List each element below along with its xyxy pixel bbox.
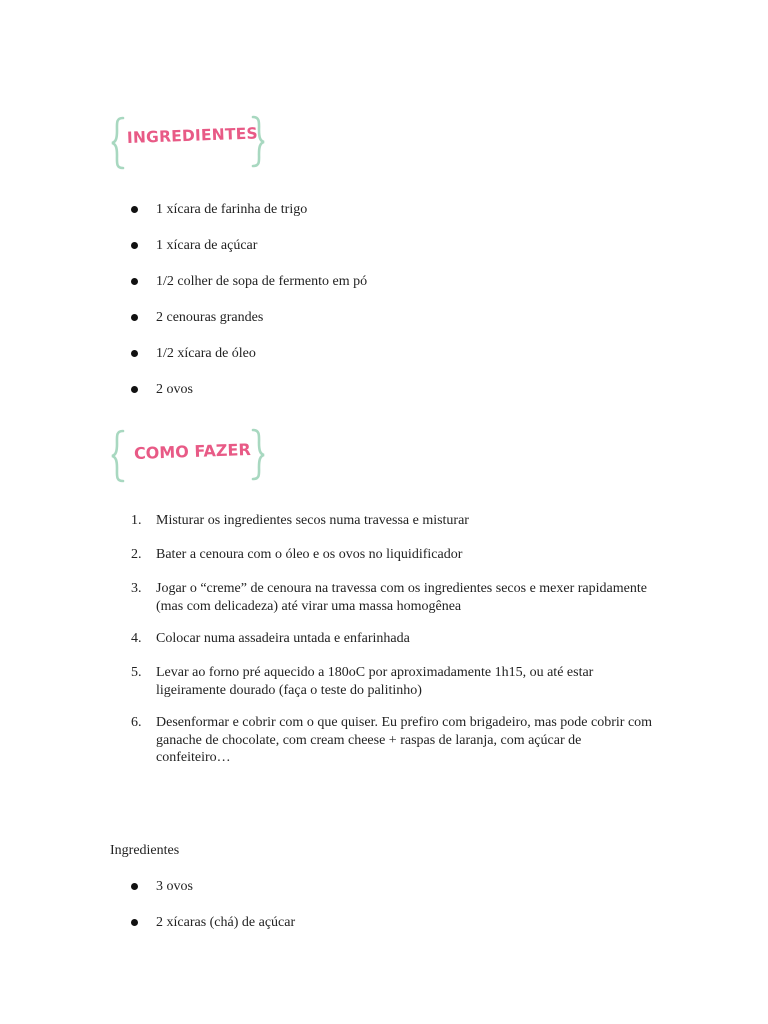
step-number: 1. [131, 513, 142, 528]
bullet-icon [131, 278, 138, 285]
bullet-icon [131, 883, 138, 890]
bullet-icon [131, 314, 138, 321]
step-number: 6. [131, 715, 142, 730]
right-brace-icon [250, 428, 266, 484]
left-brace-icon [110, 428, 126, 484]
step-text: Misturar os ingredientes secos numa travessa e misturar [156, 513, 469, 528]
ingredient-text: 1 xícara de açúcar [156, 238, 258, 253]
bullet-icon [131, 919, 138, 926]
step-number: 4. [131, 631, 142, 646]
step-number: 5. [131, 665, 142, 680]
bullet-icon [131, 350, 138, 357]
left-brace-icon [110, 115, 126, 171]
ingredient-text: 2 ovos [156, 382, 193, 397]
bullet-icon [131, 206, 138, 213]
bullet-icon [131, 386, 138, 393]
ingredient-text: 2 xícaras (chá) de açúcar [156, 915, 296, 930]
step-text: Levar ao forno pré aquecido a 180oC por aproximadamente 1h15, ou até estar ligeiramente dourado (faça o teste do palitinho) [156, 665, 594, 698]
ingredient-text: 3 ovos [156, 879, 193, 894]
ingredient-text: 1 xícara de farinha de trigo [156, 202, 308, 217]
right-brace-icon [250, 115, 266, 171]
ingredient-text: 1/2 xícara de óleo [156, 346, 256, 361]
step-text: Bater a cenoura com o óleo e os ovos no liquidificador [156, 547, 463, 562]
como-fazer-title: COMO FAZER [133, 439, 252, 463]
step-number: 2. [131, 547, 142, 562]
ingredientes-title: INGREDIENTES [126, 124, 259, 147]
ingredient-text: 1/2 colher de sopa de fermento em pó [156, 274, 368, 289]
ingredient-text: 2 cenouras grandes [156, 310, 264, 325]
bullet-icon [131, 242, 138, 249]
step-text: Colocar numa assadeira untada e enfarinhada [156, 631, 410, 646]
step-number: 3. [131, 581, 142, 596]
second-ingredients-heading: Ingredientes [110, 843, 180, 858]
como-fazer-banner [110, 428, 270, 484]
ingredientes-banner [110, 115, 270, 171]
step-text: Desenformar e cobrir com o que quiser. Eu prefiro com brigadeiro, mas pode cobrir com ganache de chocolate, com cream cheese + raspas de laranja, com açúcar de confeiteiro… [156, 715, 653, 765]
step-text: Jogar o “creme” de cenoura na travessa com os ingredientes secos e mexer rapidamente (mas com delicadeza) até virar uma massa homogênea [156, 581, 647, 614]
